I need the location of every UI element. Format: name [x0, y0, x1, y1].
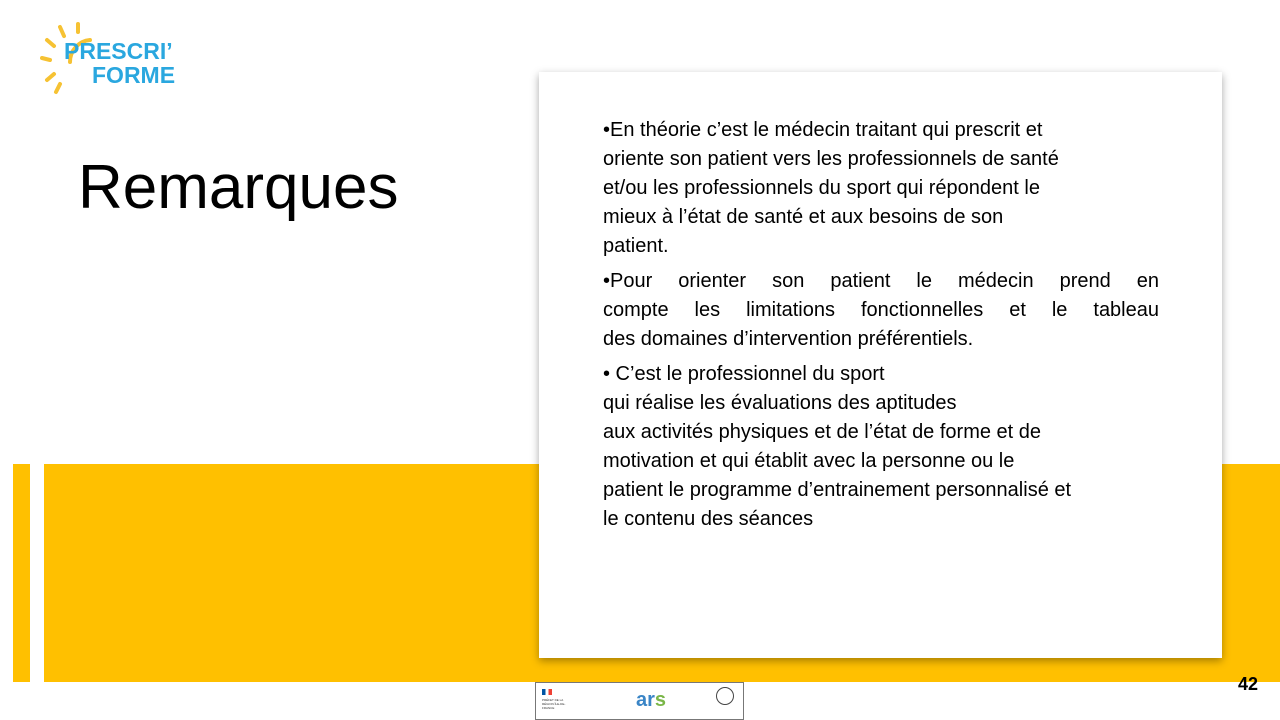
paragraph-2: [603, 267, 1159, 354]
text-line: aux activités physiques et de l’état de forme et de: [603, 421, 1042, 443]
partner-logos: [535, 682, 744, 720]
text-line: oriente son patient vers les professionnels de santé: [603, 148, 1059, 170]
text-line: patient le programme d’entrainement personnalisé et: [603, 479, 1072, 501]
seal-icon: [716, 687, 734, 705]
prefet-logo: [540, 687, 570, 717]
paragraph-1: [603, 116, 1159, 261]
prescriforme-logo: [40, 22, 200, 104]
logo-line-1: PRESCRI’: [64, 38, 173, 64]
french-flag-icon: [542, 689, 552, 695]
text-line: et/ou les professionnels du sport qui répondent le: [603, 177, 1040, 199]
card-body: [603, 116, 1159, 540]
page-number: 42: [1238, 674, 1259, 694]
text-line: •En théorie c’est le médecin traitant qui prescrit et: [603, 119, 1043, 141]
text-line: •Pour orienter son patient le médecin prend en: [603, 270, 1159, 292]
content-card: [539, 72, 1222, 658]
text-line: des domaines d’intervention préférentiels.: [603, 328, 974, 350]
text-line: mieux à l’état de santé et aux besoins de son: [603, 206, 1004, 228]
ars-text: ar: [636, 689, 655, 711]
paragraph-3: [603, 360, 1159, 534]
text-line: compte les limitations fonctionnelles et le tableau: [603, 299, 1159, 321]
accent-band-left: [13, 464, 30, 682]
text-line: qui réalise les évaluations des aptitudes: [603, 392, 957, 414]
slide-title: Remarques: [78, 153, 399, 222]
ars-s-text: s: [654, 689, 667, 711]
ars-logo: [636, 689, 666, 711]
text-line: • C’est le professionnel du sport: [603, 363, 885, 385]
text-line: le contenu des séances: [603, 508, 814, 530]
prefet-text: PRÉFET DE LA RÉGION ÎLE-DE-FRANCE: [542, 698, 566, 710]
text-line: motivation et qui établit avec la personne ou le: [603, 450, 1015, 472]
text-line: patient.: [603, 235, 669, 257]
logo-line-2: FORME: [92, 62, 176, 88]
logo-wordmark: [64, 39, 175, 87]
